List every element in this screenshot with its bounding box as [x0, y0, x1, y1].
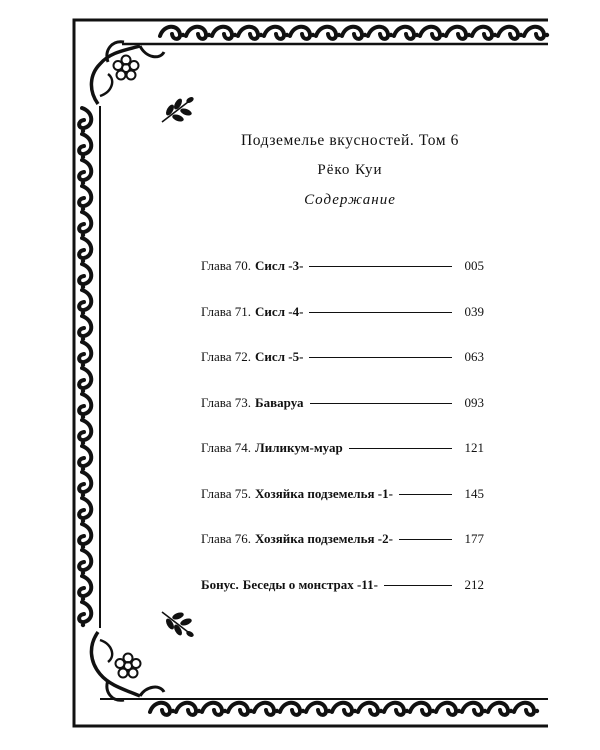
- toc-prefix: Глава 72.: [201, 349, 252, 364]
- dot-leader: [309, 312, 452, 313]
- toc-page-number: 093: [464, 394, 484, 410]
- toc-entry[interactable]: [201, 304, 484, 350]
- toc-title: Хозяйка подземелья -2-: [255, 531, 393, 546]
- toc-page-number: 005: [464, 258, 484, 273]
- toc-page-number: 212: [464, 576, 484, 592]
- toc-entry[interactable]: [201, 531, 484, 577]
- toc-title: Лиликум-муар: [255, 440, 343, 455]
- toc-prefix: Глава 71.: [201, 303, 252, 319]
- dot-leader: [309, 357, 452, 358]
- toc-page-number: 145: [464, 485, 484, 501]
- contents-heading: Содержание: [304, 192, 396, 208]
- left-scroll-column: [79, 108, 91, 627]
- leaf-sprig-icon: [162, 96, 195, 123]
- corner-flower-icon: [116, 654, 141, 678]
- toc-entry[interactable]: [201, 577, 484, 623]
- toc-entry[interactable]: [201, 395, 484, 441]
- toc-prefix: Бонус.: [201, 576, 239, 592]
- dot-leader: [384, 585, 452, 586]
- toc-entry[interactable]: [201, 486, 484, 532]
- toc-prefix: Глава 70.: [201, 258, 252, 273]
- table-of-contents: [201, 258, 484, 622]
- toc-title: Беседы о монстрах -11-: [242, 576, 378, 592]
- series-title: Подземелье вкусностей. Том 6: [240, 132, 460, 149]
- toc-entry[interactable]: [201, 258, 484, 304]
- toc-prefix: Глава 75.: [201, 485, 252, 501]
- leaf-sprig-icon: [162, 611, 195, 638]
- toc-title: Хозяйка подземелья -1-: [255, 485, 393, 501]
- bottom-scroll-row: [150, 703, 539, 715]
- dot-leader: [309, 266, 452, 267]
- toc-prefix: Глава 74.: [201, 440, 252, 455]
- toc-entry[interactable]: [201, 349, 484, 395]
- dot-leader: [310, 403, 452, 404]
- author-name: Рёко Куи: [317, 162, 383, 178]
- toc-page-number: 039: [464, 303, 484, 319]
- toc-title: Баваруа: [255, 394, 304, 410]
- toc-title: Сисл -4-: [255, 303, 304, 319]
- dot-leader: [399, 494, 452, 495]
- toc-prefix: Глава 73.: [201, 394, 252, 410]
- corner-flower-icon: [114, 56, 139, 80]
- toc-page-number: 177: [464, 531, 484, 546]
- dot-leader: [399, 539, 452, 540]
- top-scroll-row: [160, 27, 549, 39]
- toc-title: Сисл -3-: [255, 258, 304, 273]
- top-left-corner: [74, 20, 164, 110]
- toc-entry[interactable]: [201, 440, 484, 486]
- toc-page-number: 121: [464, 440, 484, 455]
- dot-leader: [349, 448, 452, 449]
- toc-prefix: Глава 76.: [201, 531, 252, 546]
- toc-page-number: 063: [464, 349, 484, 364]
- toc-title: Сисл -5-: [255, 349, 304, 364]
